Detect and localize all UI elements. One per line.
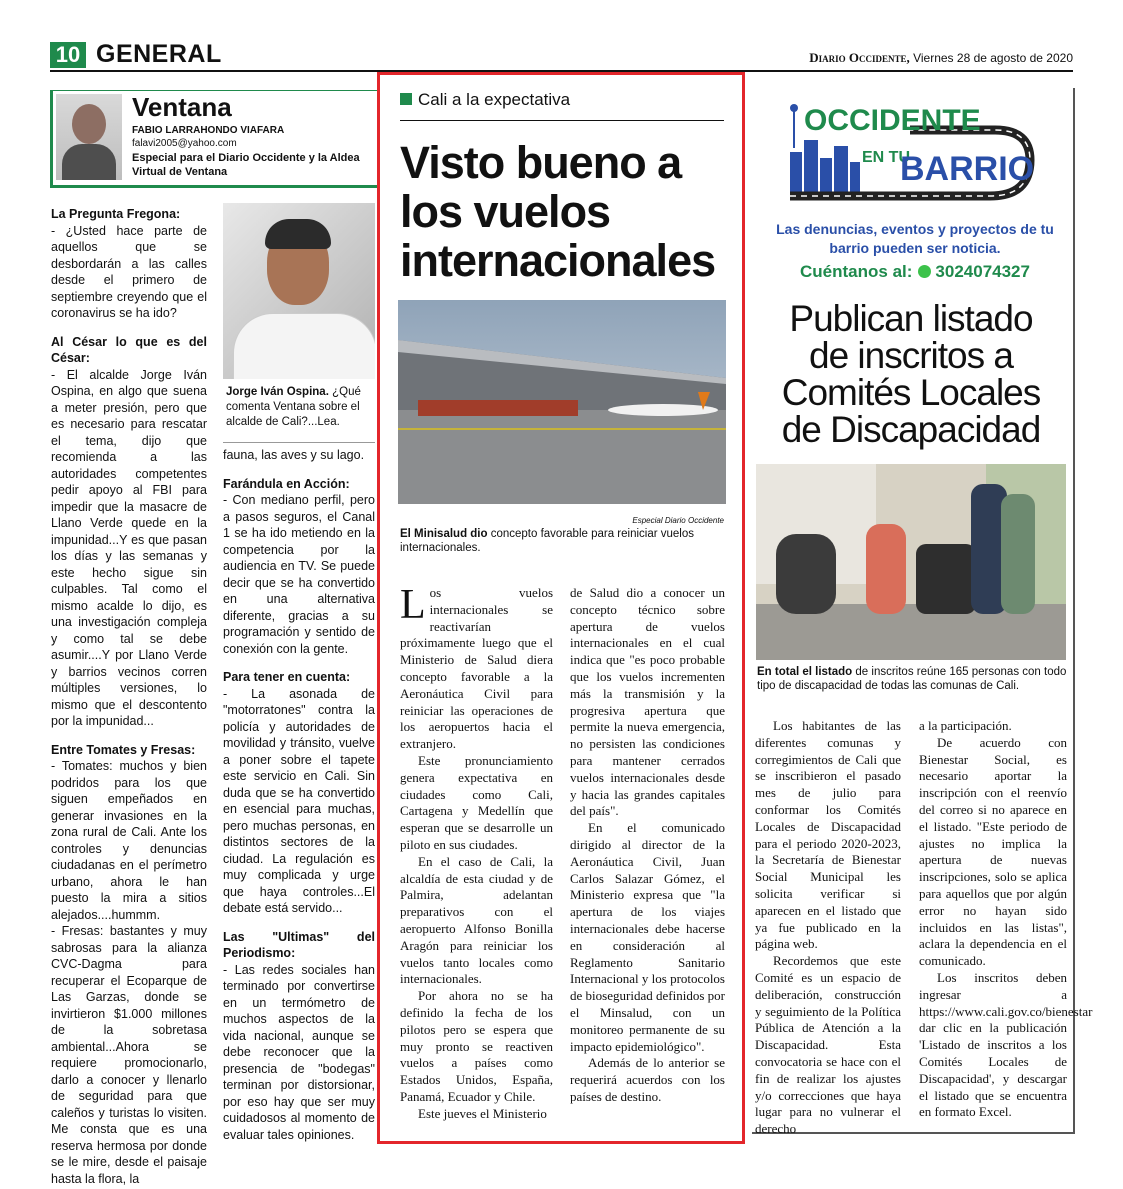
headline: Visto bueno a los vuelos internacionales	[400, 137, 716, 286]
section-title: GENERAL	[96, 40, 222, 68]
author-affiliation: Especial para el Diario Occidente y la Aldea Virtual de Ventana	[132, 152, 360, 178]
paragraph: - La asonada de "motorratones" contra la policía y autoridades de movilidad y tránsito, vuelve a poner sobre el tapete este servicio en Cali. Sin duda que se ha convertido en esencial para muchas, pero muchas personas, en distintos sectores de la ciudad. La regulación es muy complicada y urge que haya controles...El debate está servido...	[223, 686, 375, 915]
photo-caption	[757, 665, 1067, 693]
article-column-1	[400, 582, 553, 1123]
logo-text-mid: EN TU	[862, 149, 910, 166]
caption-text: ¿Qué comenta Ventana sobre el alcalde de Cali?...Lea.	[226, 386, 361, 428]
kicker-rule	[400, 120, 724, 121]
ad-contact	[770, 262, 1060, 282]
article-column-2	[570, 585, 725, 1106]
disability-meeting-photo	[756, 464, 1066, 660]
contact-phone[interactable]: 3024074327	[935, 262, 1030, 281]
column-title: Ventana	[132, 92, 232, 122]
subhead: Farándula en Acción:	[223, 476, 350, 491]
contact-label: Cuéntanos al:	[800, 262, 913, 281]
paragraph: de Salud dio a conocer un concepto técnico sobre apertura de vuelos internacionales en el cual indica que "es poco probable que los vuelos incrementen más la transmisión y la progresiva apertura que permite la nueva emergencia, no persisten las condiciones para mantener cerrados vuelos internacionales desde y hacia las grandes capitales del país".	[570, 585, 725, 819]
author-email[interactable]: falavi2005@yahoo.com	[132, 138, 237, 149]
caption-bold: En total el listado	[757, 666, 853, 678]
paragraph: - Tomates: muchos y bien podridos para los que siguen empeñados en generar invasiones en la zona rural de Cali. Ante los controles y denuncias ciudadanas en el perímetro urbano, ahora le han puesto la mira a sitios alejados....hummm. - Fresas: bastantes y muy sabrosas para la alianza CVC-Dagma para recuperar el Ecoparque de Las Garzas, donde se invirtieron $1.000 millones de la sobretasa ambiental...Ahora se requiere promocionarlo, darlo a conocer y llenarlo de seguridad para que caleños y turistas lo visiten. Me consta que es una reserva hermosa por donde se le mire, desde el paisaje hasta la flora, la	[51, 759, 207, 1186]
kicker-text: Cali a la expectativa	[418, 90, 571, 109]
caption-name: Jorge Iván Ospina.	[226, 386, 329, 398]
subhead: La Pregunta Fregona:	[51, 207, 181, 221]
right-column-2	[919, 718, 1093, 1121]
paragraph: - ¿Usted hace parte de aquellos que se desbordarán a las calles desde el primero de septiembre creyendo que el coronavirus se ha ido?	[51, 223, 207, 320]
paragraph: - Las redes sociales han terminado por convertirse en un termómetro de muchos aspectos de la vida nacional, aunque se debe reconocer que la presencia de "bodegas" terminan por distorsionar, por eso hay que ser muy cuidadosos al momento de evaluar tales opiniones.	[223, 962, 375, 1142]
occidente-en-tu-barrio-logo	[790, 100, 1040, 210]
ventana-column-2	[223, 447, 375, 1145]
subhead: Al César lo que es del César:	[51, 334, 207, 365]
paragraph: Recordemos que este Comité es un espacio de deliberación, construcción y seguimiento de la Política Pública de Atención a la Discapacidad. Esta convocatoria se hace con el fin de realizar los ajustes y/o correcciones que haya lugar para no vulnerar el derecho	[755, 953, 901, 1137]
paragraph: a la participación.	[919, 718, 1012, 733]
paragraph: Por ahora no se ha definido la fecha de los pilotos pero se espera que muy pronto se reactiven vuelos a países como Estados Unidos, España, Panamá, Ecuador y Chile.	[400, 988, 553, 1104]
photo-caption	[400, 527, 726, 555]
paragraph-text: os vuelos internacionales se reactivarían próximamente luego que el Ministerio de Salud diera concepto favorable a la Aeronáutica Civil para reiniciar las operaciones de los aeropuertos hacia el extranjero.	[400, 585, 553, 752]
dateline	[809, 50, 1073, 66]
author-name: FABIO LARRAHONDO VIAFARA	[132, 125, 285, 136]
airport-photo	[398, 300, 726, 504]
subhead: Las "Ultimas" del Periodismo:	[223, 929, 375, 960]
ad-tagline: Las denuncias, eventos y proyectos de tu barrio pueden ser noticia.	[776, 221, 1054, 256]
ventana-column-1	[51, 206, 207, 1189]
photo-credit: Especial Diario Occidente	[632, 516, 724, 525]
kicker	[400, 90, 570, 110]
paragraph	[400, 582, 553, 753]
paragraph: Este pronunciamiento genera expectativa en ciudades como Cali, Cartagena y Medellín que esperan que se desarrolle un piloto en sus ciudades.	[400, 752, 553, 852]
paragraph: Los inscritos deben ingresar a https://www.cali.gov.co/bienestar dar clic en la publicación 'Listado de inscritos a los Comités Locales de Discapacidad', y descargar el listado que se encuentra en formato Excel.	[919, 969, 1093, 1120]
caption-divider	[223, 442, 375, 443]
paragraph: De acuerdo con Bienestar Social, es necesario aportar la inscripción con el reenvío del correo si no aparece en el listado. "Este periodo de ajustes no implica la apertura de nuevas inscripciones, solo se aplica para aquellos que por algún error no hayan sido incluidos en las listas", aclara la dependencia en el comunicado.	[919, 734, 1067, 969]
ospina-photo	[223, 203, 375, 379]
paragraph: Este jueves el Ministerio	[418, 1105, 547, 1121]
paragraph: En el caso de Cali, la alcaldía de esta ciudad y de Palmira, adelantan preparativos con el aeropuerto Alfonso Bonilla Aragón para reiniciar los vuelos tanto locales como internacionales.	[400, 853, 553, 987]
caption-text: de inscritos reúne 165 personas con todo tipo de discapacidad de todas las comunas de Cali.	[757, 666, 1067, 692]
logo-text-top: OCCIDENTE	[804, 104, 981, 137]
paragraph: Además de lo anterior se requerirá acuerdos con los países de destino.	[570, 1055, 725, 1104]
photo-caption	[226, 385, 376, 430]
right-headline: Publican listado de inscritos a Comités Locales de Discapacidad	[781, 298, 1041, 450]
drop-cap: L	[400, 582, 426, 628]
caption-bold: El Minisalud dio	[400, 528, 488, 540]
paragraph: Los habitantes de las diferentes comunas y corregimientos de Cali que se inscribieron el pasado mes de julio para conformar los Comités Locales de Discapacidad para el periodo 2020-2023, la Secretaría de Bienestar Social Municipal les solicita verificar si aparecen en el listado que ya fue publicado en la página web.	[755, 718, 901, 952]
paragraph: fauna, las aves y su lago.	[223, 448, 365, 462]
subhead: Para tener en cuenta:	[223, 670, 351, 684]
paragraph: - El alcalde Jorge Iván Ospina, en algo que suena a meter presión, pero que es necesario para rescatar el tema, dijo que recomienda a las autoridades competentes pedir apoyo al FBI para impedir que la masacre de Llano Verde quede en la impunidad...Y es que pasan los días y las semanas y este hecho sigue sin culpables. Tal como el mismo acalde lo dijo, es una investigación compleja y como tal se debe asumir....Y por Llano Verde y barrios vecinos corren múltiples versiones, lo mismo que el descontento por la impunidad...	[51, 367, 207, 728]
paragraph: En el comunicado dirigido al director de la Aeronáutica Civil, Juan Carlos Salazar Gómez, el Ministerio expresa que "la apertura de los viajes internacionales debe hacerse en consideración al Reglamento Sanitario Internacional y los protocolos de bioseguridad definidos por el Minsalud, con un monitoreo permanente de su impacto epidemiológico".	[570, 820, 725, 1054]
kicker-square-icon	[400, 93, 412, 105]
author-photo	[56, 94, 122, 180]
paper-name: Diario Occidente,	[809, 50, 910, 65]
right-column-1	[755, 718, 901, 1138]
paragraph: - Con mediano perfil, pero a pasos seguros, el Canal 1 se ha ido metiendo en la competencia por la audiencia en TV. Se puede decir que se ha convertido en una alternativa diferente, gracias a su programación y sentido de conexión con la gente.	[223, 493, 375, 656]
whatsapp-icon	[918, 265, 931, 278]
subhead: Entre Tomates y Fresas:	[51, 742, 196, 757]
page-number: 10	[50, 42, 86, 68]
issue-date: Viernes 28 de agosto de 2020	[909, 51, 1073, 65]
logo-text-bottom: BARRIO	[900, 150, 1035, 188]
caption-text: concepto favorable para reiniciar vuelos internacionales.	[400, 528, 695, 554]
